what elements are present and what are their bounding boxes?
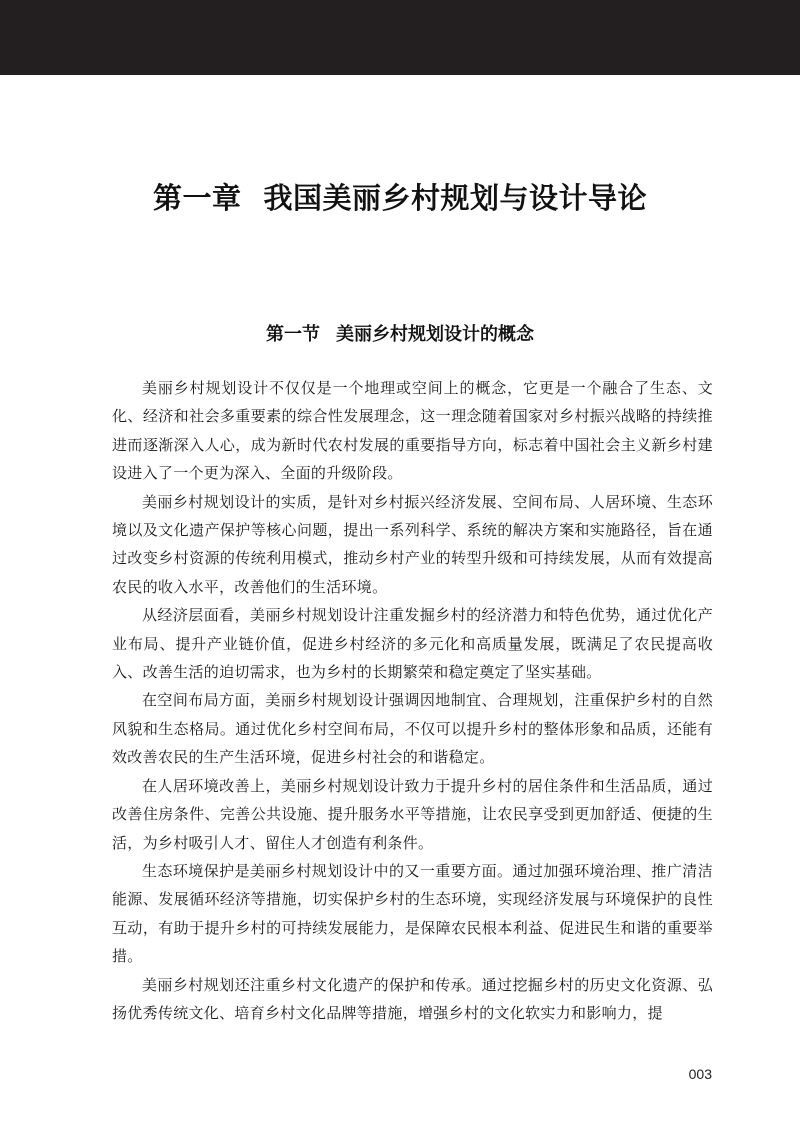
page-number: 003	[688, 1066, 712, 1082]
body-text	[112, 374, 713, 1027]
header-band	[0, 0, 800, 75]
section-title	[0, 320, 800, 346]
chapter-name: 我国美丽乡村规划与设计导论	[263, 181, 648, 215]
section-name: 美丽乡村规划设计的概念	[336, 324, 534, 345]
paragraph: 生态环境保护是美丽乡村规划设计中的又一重要方面。通过加强环境治理、推广清洁能源、发展循环经济等措施，切实保护乡村的生态环境，实现经济发展与环境保护的良性互动，有助于提升乡村的可持续发展能力，是保障农民根本利益、促进民生和谐的重要举措。	[112, 861, 713, 966]
paragraph: 在空间布局方面，美丽乡村规划设计强调因地制宜、合理规划，注重保护乡村的自然风貌和生态格局。通过优化乡村空间布局，不仅可以提升乡村的整体形象和品质，还能有效改善农民的生产生活环境，促进乡村社会的和谐稳定。	[112, 691, 713, 767]
chapter-title	[0, 176, 800, 217]
paragraph: 美丽乡村规划设计不仅仅是一个地理或空间上的概念，它更是一个融合了生态、文化、经济和社会多重要素的综合性发展理念，这一理念随着国家对乡村振兴战略的持续推进而逐渐深入人心，成为新时代农村发展的重要指导方向，标志着中国社会主义新乡村建设进入了一个更为深入、全面的升级阶段。	[112, 379, 713, 483]
section-number: 第一节	[266, 324, 320, 345]
paragraph: 从经济层面看，美丽乡村规划设计注重发掘乡村的经济潜力和特色优势，通过优化产业布局、提升产业链价值，促进乡村经济的多元化和高质量发展，既满足了农民提高收入、改善生活的迫切需求，也为乡村的长期繁荣和稳定奠定了坚实基础。	[112, 606, 713, 682]
paragraph: 美丽乡村规划还注重乡村文化遗产的保护和传承。通过挖掘乡村的历史文化资源、弘扬优秀传统文化、培育乡村文化品牌等措施，增强乡村的文化软实力和影响力，提	[112, 975, 713, 1022]
paragraph: 美丽乡村规划设计的实质，是针对乡村振兴经济发展、空间布局、人居环境、生态环境以及文化遗产保护等核心问题，提出一系列科学、系统的解决方案和实施路径，旨在通过改变乡村资源的传统利用模式，推动乡村产业的转型升级和可持续发展，从而有效提高农民的收入水平，改善他们的生活环境。	[112, 492, 713, 596]
chapter-number: 第一章	[152, 181, 242, 215]
paragraph: 在人居环境改善上，美丽乡村规划设计致力于提升乡村的居住条件和生活品质，通过改善住房条件、完善公共设施、提升服务水平等措施，让农民享受到更加舒适、便捷的生活，为乡村吸引人才、留住人才创造有利条件。	[112, 776, 713, 852]
